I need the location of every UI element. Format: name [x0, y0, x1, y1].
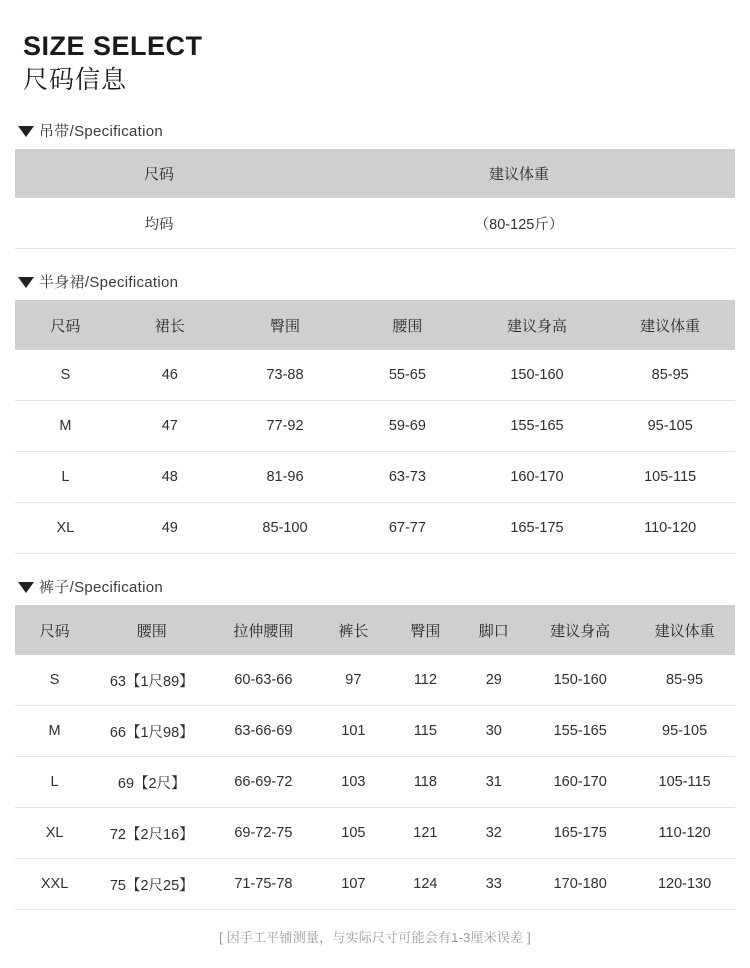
table-row: [15, 655, 735, 706]
section-strap-label: 吊带/Specification: [39, 123, 164, 141]
table-cell: M: [15, 401, 116, 452]
table-cell: 124: [389, 859, 461, 910]
table-cell: XL: [15, 808, 94, 859]
section-pants-header: [15, 576, 735, 597]
table-cell: 95-105: [605, 401, 735, 452]
triangle-marker-icon: [18, 126, 34, 137]
section-pants: [15, 576, 735, 910]
column-header: 建议身高: [526, 605, 634, 655]
table-cell: 59-69: [346, 401, 468, 452]
table-row: [15, 808, 735, 859]
table-cell: 165-175: [469, 503, 606, 554]
column-header: 臀围: [389, 605, 461, 655]
column-header: 尺码: [15, 605, 94, 655]
table-cell: 85-95: [634, 655, 735, 706]
column-header: 腰围: [346, 300, 468, 350]
column-header: 裙长: [116, 300, 224, 350]
section-pants-label: 裤子/Specification: [39, 579, 164, 597]
table-cell: 47: [116, 401, 224, 452]
table-cell: 均码: [15, 198, 303, 249]
table-row: [15, 503, 735, 554]
table-cell: 165-175: [526, 808, 634, 859]
table-cell: 150-160: [469, 350, 606, 401]
section-skirt: [15, 271, 735, 554]
table-row: [15, 859, 735, 910]
table-cell: 101: [317, 706, 389, 757]
table-cell: （80-125斤）: [303, 198, 735, 249]
section-strap: [15, 120, 735, 249]
table-cell: L: [15, 757, 94, 808]
column-header: 裤长: [317, 605, 389, 655]
table-cell: 115: [389, 706, 461, 757]
triangle-marker-icon: [18, 582, 34, 593]
triangle-marker-icon: [18, 277, 34, 288]
table-cell: 120-130: [634, 859, 735, 910]
table-cell: S: [15, 655, 94, 706]
table-cell: 105-115: [605, 452, 735, 503]
table-cell: 55-65: [346, 350, 468, 401]
measurement-disclaimer: [ 因手工平铺测量，与实际尺寸可能会有1-3厘米误差 ]: [219, 930, 531, 945]
section-skirt-header: [15, 271, 735, 292]
table-cell: 29: [461, 655, 526, 706]
table-cell: 155-165: [526, 706, 634, 757]
table-cell: 105: [317, 808, 389, 859]
table-cell: XXL: [15, 859, 94, 910]
table-cell: S: [15, 350, 116, 401]
table-row: [15, 757, 735, 808]
table-cell: 85-100: [224, 503, 346, 554]
section-skirt-label: 半身裙/Specification: [39, 274, 179, 292]
table-cell: 30: [461, 706, 526, 757]
table-cell: 75【2尺25】: [94, 859, 209, 910]
column-header: 建议身高: [469, 300, 606, 350]
table-cell: 110-120: [605, 503, 735, 554]
table-cell: 107: [317, 859, 389, 910]
table-cell: 49: [116, 503, 224, 554]
table-cell: 121: [389, 808, 461, 859]
column-header: 尺码: [15, 300, 116, 350]
table-header-row: [15, 300, 735, 350]
table-header-row: [15, 605, 735, 655]
table-cell: 105-115: [634, 757, 735, 808]
table-cell: 110-120: [634, 808, 735, 859]
table-cell: 63【1尺89】: [94, 655, 209, 706]
column-header: 建议体重: [634, 605, 735, 655]
table-cell: 103: [317, 757, 389, 808]
column-header: 脚口: [461, 605, 526, 655]
table-row: [15, 452, 735, 503]
table-cell: L: [15, 452, 116, 503]
column-header: 建议体重: [303, 149, 735, 198]
table-cell: 160-170: [526, 757, 634, 808]
table-cell: 112: [389, 655, 461, 706]
table-row: [15, 350, 735, 401]
table-cell: 170-180: [526, 859, 634, 910]
table-strap: [15, 149, 735, 249]
title-chinese: 尺码信息: [23, 66, 128, 95]
table-skirt: [15, 300, 735, 554]
table-cell: 46: [116, 350, 224, 401]
table-header-row: [15, 149, 735, 198]
table-cell: 31: [461, 757, 526, 808]
table-cell: 77-92: [224, 401, 346, 452]
column-header: 建议体重: [605, 300, 735, 350]
column-header: 腰围: [94, 605, 209, 655]
table-cell: 95-105: [634, 706, 735, 757]
table-cell: 97: [317, 655, 389, 706]
table-cell: 155-165: [469, 401, 606, 452]
table-cell: XL: [15, 503, 116, 554]
table-row: [15, 198, 735, 249]
table-cell: 66【1尺98】: [94, 706, 209, 757]
column-header: 尺码: [15, 149, 303, 198]
table-cell: 60-63-66: [209, 655, 317, 706]
table-cell: 72【2尺16】: [94, 808, 209, 859]
table-cell: 73-88: [224, 350, 346, 401]
table-cell: 48: [116, 452, 224, 503]
table-cell: 63-66-69: [209, 706, 317, 757]
column-header: 拉伸腰围: [209, 605, 317, 655]
table-row: [15, 401, 735, 452]
page-title: [15, 0, 735, 98]
column-header: 臀围: [224, 300, 346, 350]
table-cell: 69-72-75: [209, 808, 317, 859]
table-cell: 81-96: [224, 452, 346, 503]
table-cell: 85-95: [605, 350, 735, 401]
table-cell: 63-73: [346, 452, 468, 503]
table-cell: 67-77: [346, 503, 468, 554]
table-cell: 66-69-72: [209, 757, 317, 808]
title-english: SIZE SELECT: [23, 31, 203, 61]
table-cell: 150-160: [526, 655, 634, 706]
table-cell: 32: [461, 808, 526, 859]
table-cell: 118: [389, 757, 461, 808]
table-cell: 33: [461, 859, 526, 910]
table-cell: 69【2尺】: [94, 757, 209, 808]
table-cell: M: [15, 706, 94, 757]
table-cell: 71-75-78: [209, 859, 317, 910]
table-row: [15, 706, 735, 757]
section-strap-header: [15, 120, 735, 141]
table-cell: 160-170: [469, 452, 606, 503]
table-pants: [15, 605, 735, 910]
